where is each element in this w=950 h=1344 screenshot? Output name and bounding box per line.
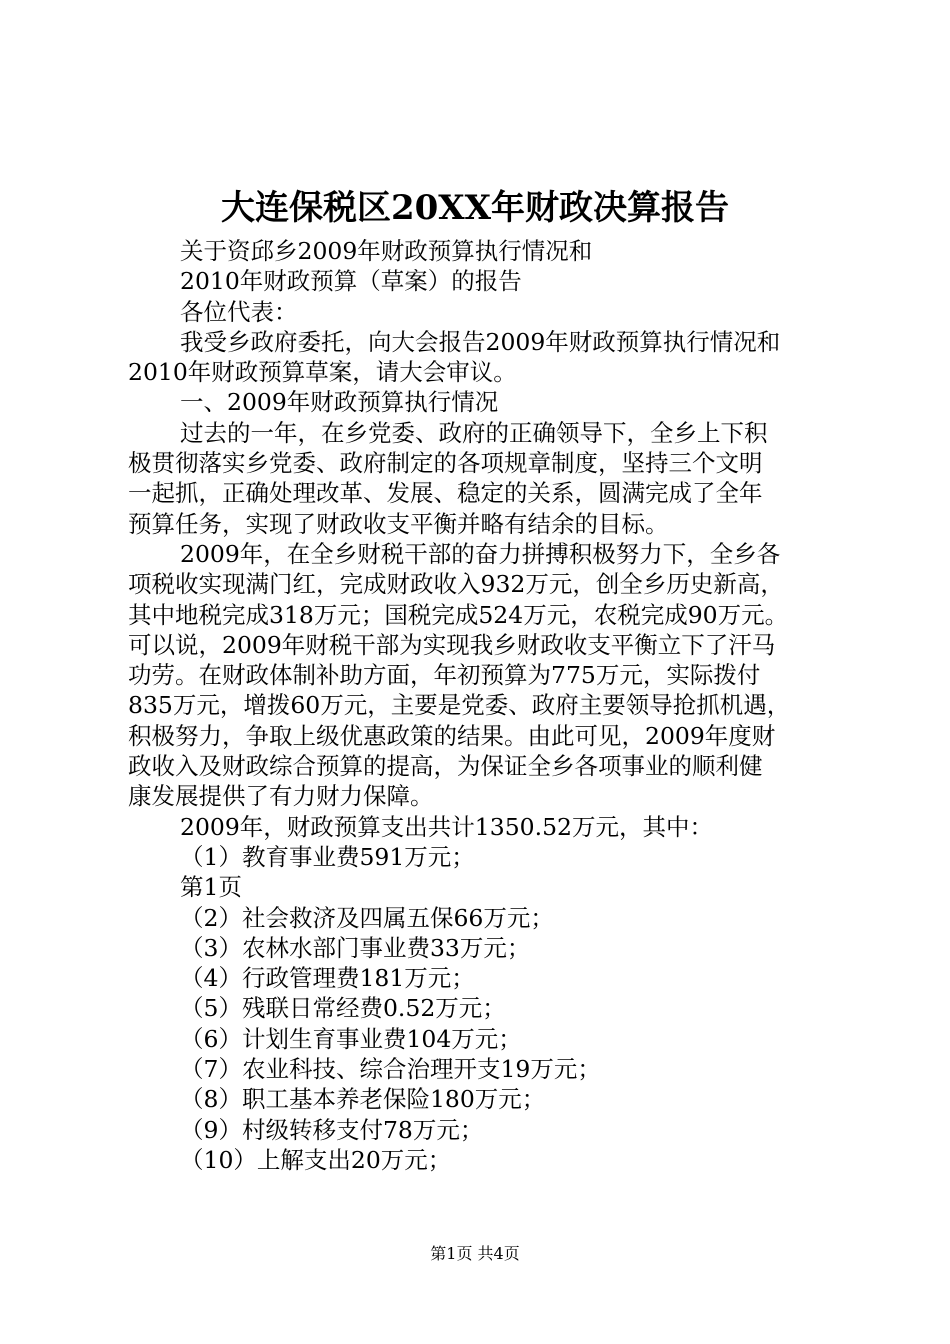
- text-line: 可以说，2009年财税干部为实现我乡财政收支平衡立下了汗马: [128, 630, 776, 659]
- text-line: 各位代表：: [180, 297, 298, 326]
- text-line: 835万元，增拨60万元，主要是党委、政府主要领导抢抓机遇，: [128, 691, 791, 720]
- list-item: （10）上解支出20万元；: [180, 1145, 452, 1174]
- list-item: （3）农林水部门事业费33万元；: [180, 933, 531, 962]
- list-item: （7）农业科技、综合治理开支19万元；: [180, 1055, 601, 1084]
- list-item: （9）村级转移支付78万元；: [180, 1115, 484, 1144]
- list-item: （5）残联日常经费0.52万元；: [180, 994, 506, 1023]
- text-line: 极贯彻落实乡党委、政府制定的各项规章制度，坚持三个文明: [128, 449, 763, 478]
- text-line: 过去的一年，在乡党委、政府的正确领导下，全乡上下积: [180, 418, 768, 447]
- list-item: （6）计划生育事业费104万元；: [180, 1024, 522, 1053]
- text-line: 政收入及财政综合预算的提高，为保证全乡各项事业的顺利健: [128, 752, 763, 781]
- text-line: 功劳。在财政体制补助方面，年初预算为775万元，实际拨付: [128, 661, 761, 690]
- text-line: 项税收实现满门红，完成财政收入932万元，创全乡历史新高，: [128, 570, 784, 599]
- text-line: 预算任务，实现了财政收支平衡并略有结余的目标。: [128, 509, 669, 538]
- list-item: （8）职工基本养老保险180万元；: [180, 1085, 546, 1114]
- document-title: 大连保税区20XX年财政决算报告: [220, 188, 730, 228]
- text-line: 2010年财政预算（草案）的报告: [180, 267, 522, 296]
- text-line: 其中地税完成318万元；国税完成524万元，农税完成90万元。: [128, 600, 789, 629]
- text-line: 康发展提供了有力财力保障。: [128, 782, 434, 811]
- text-line: 关于资邱乡2009年财政预算执行情况和: [180, 237, 593, 265]
- text-line: 2009年，在全乡财税干部的奋力拼搏积极努力下，全乡各: [180, 539, 781, 568]
- list-item: （1）教育事业费591万元；: [180, 842, 475, 871]
- text-line: 积极努力，争取上级优惠政策的结果。由此可见，2009年度财: [128, 721, 776, 750]
- text-line: 一起抓，正确处理改革、发展、稳定的关系，圆满完成了全年: [128, 479, 763, 508]
- document-body: [128, 236, 828, 1175]
- text-line: 2009年，财政预算支出共计1350.52万元，其中：: [180, 812, 713, 841]
- text-line: 2010年财政预算草案，请大会审议。: [128, 358, 517, 387]
- page-footer: 第1页 共4页: [430, 1244, 520, 1263]
- list-item: （4）行政管理费181万元；: [180, 964, 475, 993]
- list-item: （2）社会救济及四属五保66万元；: [180, 903, 554, 932]
- text-line: 我受乡政府委托，向大会报告2009年财政预算执行情况和: [180, 327, 781, 356]
- page-marker: 第1页: [180, 873, 242, 902]
- section-heading: 一、2009年财政预算执行情况: [180, 388, 499, 417]
